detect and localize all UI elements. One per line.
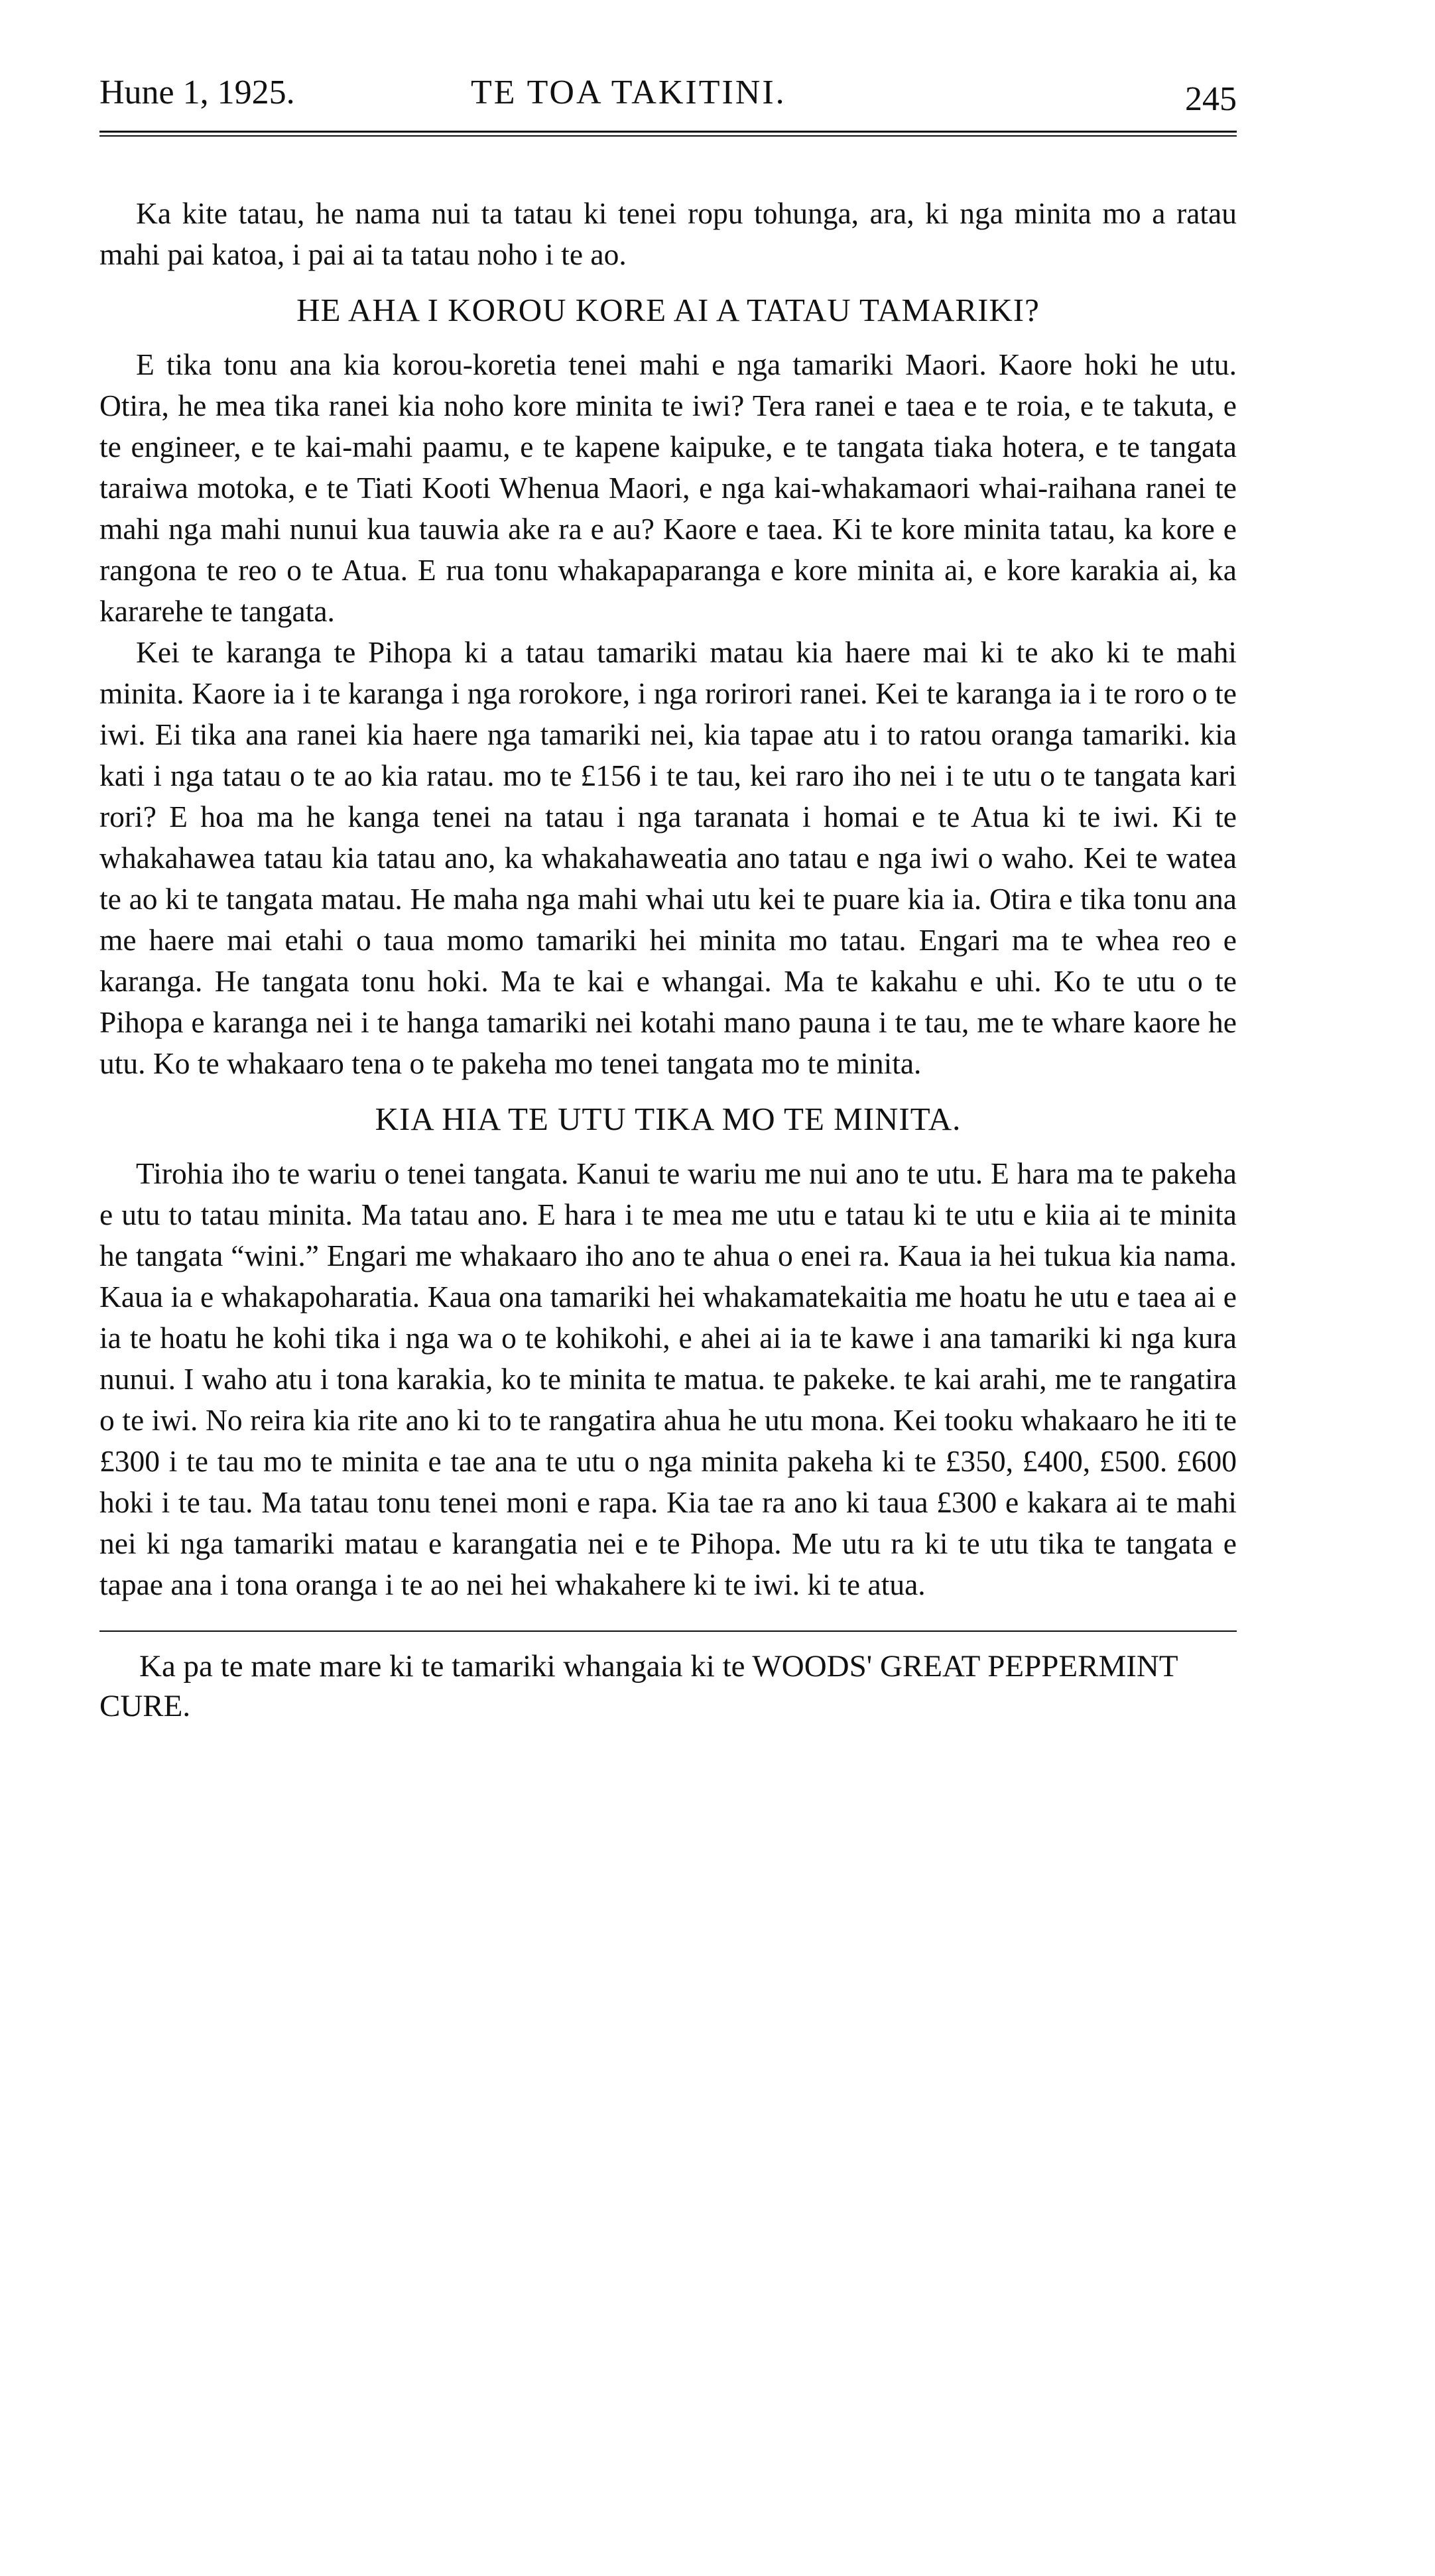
intro-paragraph: Ka kite tatau, he nama nui ta tatau ki tenei ropu tohunga, ara, ki nga minita mo a ratau mahi pai katoa, i pai ai ta tatau noho i te ao. [99, 196, 1237, 271]
newspaper-page [99, 63, 1237, 1726]
section1-paragraph: E tika tonu ana kia korou-koretia tenei mahi e nga tamariki Maori. Kaore hoki he utu. Otira, he mea tika ranei kia noho kore minita te iwi? Tera ranei e taea e te roia, e te takuta, e te engineer, e te kai-mahi paamu, e te kapene kaipuke, e te tangata tiaka hotera, e te tangata taraiwa motoka, e te Tiati Kooti Whenua Maori, e nga kai-whakamaori whai-raihana ranei te mahi nga mahi nunui kua tauwia ake ra e au? Kaore e taea. Ki te kore minita tatau, ka kore e rangona te reo o te Atua. E rua tonu whakapaparanga e kore minita ai, e kore karakia ai, ka kararehe te tangata. [99, 347, 1237, 628]
article-body [99, 193, 1237, 1726]
advertisement-text: Ka pa te mate mare ki te tamariki whangaia ki te WOODS' GREAT PEPPERMINT CURE. [99, 1649, 1178, 1723]
section-heading-salary: KIA HIA TE UTU TIKA MO TE MINITA. [375, 1101, 962, 1137]
advert-divider [99, 1630, 1237, 1632]
page-number: 245 [1185, 80, 1237, 118]
section-heading-children: HE AHA I KOROU KORE AI A TATAU TAMARIKI? [296, 292, 1040, 328]
section2-paragraph: Tirohia iho te wariu o tenei tangata. Kanui te wariu me nui ano te utu. E hara ma te pakeha e utu to tatau minita. Ma tatau ano. E hara i te mea me utu e tatau ki te utu e kiia ai te minita he tangata “wini.” Engari me whakaaro iho ano te ahua o enei ra. Kaua ia hei tukua kia nama. Kaua ia e whakapoharatia. Kaua ona tamariki hei whakamatekaitia me hoatu he utu e taea ai e ia te hoatu he kohi tika i nga wa o te kohikohi, e ahei ai ia te kawe i ana tamariki ki nga kura nunui. I waho atu i tona karakia, ko te minita te matua. te pakeke. te kai arahi, me te rangatira o te iwi. No reira kia rite ano ki to te rangatira ahua he utu mona. Kei tooku whakaaro he iti te £300 i te tau mo te minita e tae ana te utu o nga minita pakeha ki te £350, £400, £500. £600 hoki i te tau. Ma tatau tonu tenei moni e rapa. Kia tae ra ano ki taua £300 e kakara ai te mahi nei ki nga tamariki matau e karangatia nei e te Pihopa. Me utu ra ki te utu tika te tangata e tapae ana i tona oranga i te ao nei hei whakahere ki te iwi. ki te atua. [99, 1156, 1237, 1601]
header-rule-secondary [99, 135, 1237, 137]
publication-title: TE TOA TAKITINI. [471, 74, 786, 111]
page-header [99, 63, 1237, 123]
section1-paragraph: Kei te karanga te Pihopa ki a tatau tamariki matau kia haere mai ki te ako ki te mahi minita. Kaore ia i te karanga i nga rorokore, i nga rorirori ranei. Kei te karanga ia i te roro o te iwi. Ei tika ana ranei kia haere nga tamariki nei, kia tapae atu i to ratou oranga tamariki. kia kati i nga tatau o te ao kia ratau. mo te £156 i te tau, kei raro iho nei i te utu o te tangata kari rori? E hoa ma he kanga tenei na tatau i nga taranata i homai e te Atua ki te iwi. Ki te whakahawea tatau kia tatau ano, ka whakahaweatia ano tatau e nga iwi o waho. Kei te watea te ao ki te tangata matau. He maha nga mahi whai utu kei te puare kia ia. Otira e tika tonu ana me haere mai etahi o taua momo tamariki hei minita mo tatau. Engari ma te whea reo e karanga. He tangata tonu hoki. Ma te kai e whangai. Ma te kakahu e uhi. Ko te utu o te Pihopa e karanga nei i te hanga tamariki nei kotahi mano pauna i te tau, me te whare kaore he utu. Ko te whakaaro tena o te pakeha mo tenei tangata mo te minita. [99, 635, 1237, 1080]
issue-date: Hune 1, 1925. [99, 74, 295, 111]
header-rule [99, 131, 1237, 133]
